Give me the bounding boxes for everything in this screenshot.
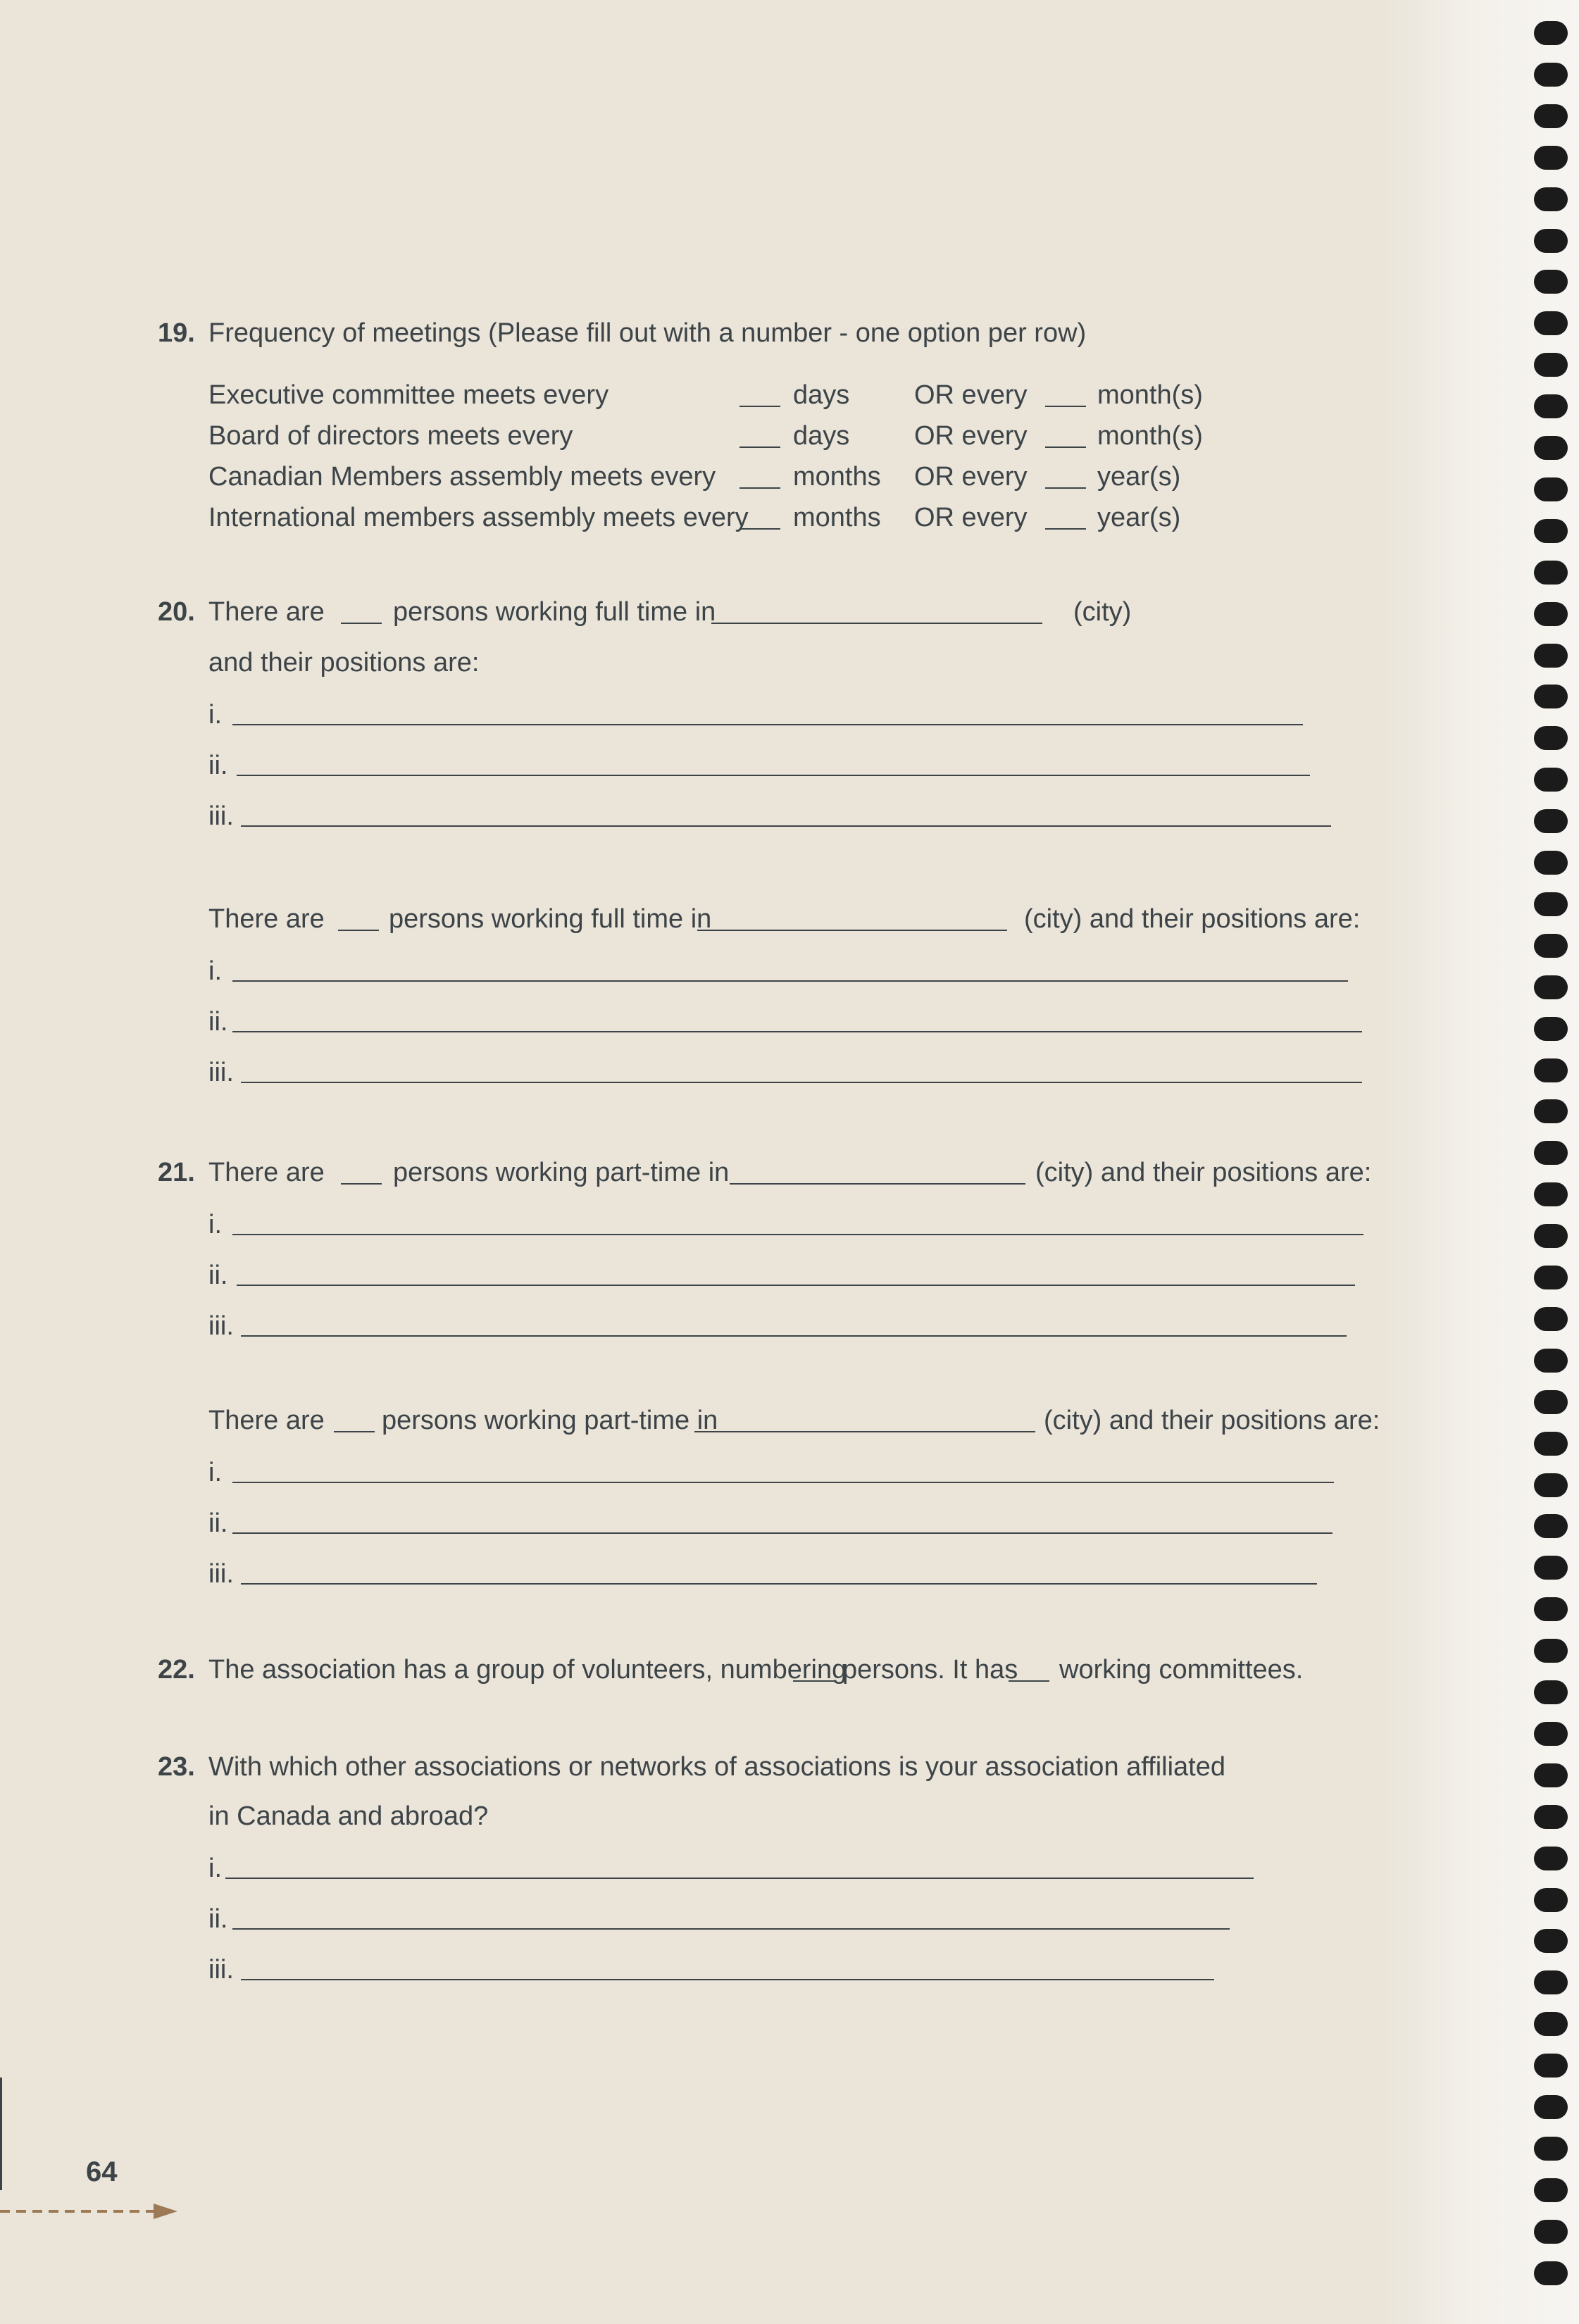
binding-hole [1534, 2054, 1568, 2078]
position-label-iii: iii. [208, 1311, 234, 1341]
binding-hole [1534, 768, 1568, 792]
staff-count-prefix: There are [208, 597, 325, 627]
position-field-ii[interactable] [237, 1285, 1355, 1286]
position-field-iii[interactable] [241, 825, 1331, 827]
binding-hole [1534, 1307, 1568, 1331]
volunteers-count-field[interactable] [793, 1680, 834, 1682]
binding-hole [1534, 1141, 1568, 1165]
position-field-i[interactable] [232, 724, 1303, 725]
affiliation-field-iii[interactable] [241, 1979, 1214, 1980]
days-blank-field[interactable] [739, 406, 780, 407]
question-number-20: 20. [158, 597, 195, 627]
binding-hole [1534, 1182, 1568, 1206]
meeting-row-unit2: month(s) [1097, 380, 1203, 410]
persons-count-field[interactable] [334, 1431, 375, 1432]
question-number-21: 21. [158, 1158, 195, 1187]
page-number: 64 [86, 2156, 118, 2187]
binding-hole [1534, 1266, 1568, 1289]
position-label-iii: iii. [208, 1559, 234, 1589]
binding-hole [1534, 975, 1568, 999]
binding-hole [1534, 2012, 1568, 2036]
question-23-text-cont: in Canada and abroad? [208, 1801, 489, 1831]
position-field-iii[interactable] [241, 1583, 1317, 1585]
binding-hole [1534, 353, 1568, 377]
city-field[interactable] [711, 623, 1042, 624]
binding-hole [1534, 2261, 1568, 2285]
position-field-ii[interactable] [232, 1532, 1333, 1534]
question-23-text: With which other associations or networks of associations is your association affiliated [208, 1752, 1225, 1782]
staff-count-prefix: There are [208, 904, 325, 934]
months-blank-field[interactable] [1045, 406, 1086, 407]
city-suffix: (city) and their positions are: [1035, 1158, 1372, 1187]
binding-hole [1534, 436, 1568, 460]
position-label-iii: iii. [208, 1058, 234, 1087]
binding-hole [1534, 1847, 1568, 1870]
meeting-row-or: OR every [914, 421, 1028, 451]
binding-hole [1534, 229, 1568, 253]
persons-count-field[interactable] [341, 1183, 382, 1185]
meeting-row-unit1: months [793, 462, 881, 492]
binding-hole [1534, 1722, 1568, 1746]
binding-hole [1534, 2178, 1568, 2202]
question-number-19: 19. [158, 318, 195, 348]
staff-count-middle: persons working part-time in [393, 1158, 730, 1187]
binding-hole [1534, 1763, 1568, 1787]
binding-hole [1534, 104, 1568, 128]
position-label-i: i. [208, 956, 222, 986]
position-field-ii[interactable] [232, 1031, 1362, 1032]
binding-hole [1534, 1473, 1568, 1497]
city-suffix: (city) and their positions are: [1044, 1406, 1380, 1435]
meeting-row-unit2: year(s) [1097, 503, 1181, 532]
binding-hole [1534, 2095, 1568, 2119]
binding-hole [1534, 892, 1568, 916]
binding-hole [1534, 1556, 1568, 1580]
staff-count-prefix: There are [208, 1158, 325, 1187]
meeting-row-or: OR every [914, 462, 1028, 492]
affiliation-field-ii[interactable] [232, 1928, 1230, 1930]
affiliation-label-i: i. [208, 1854, 222, 1883]
months-blank-field[interactable] [739, 528, 780, 530]
committees-text: working committees. [1059, 1655, 1304, 1685]
meeting-row-unit1: days [793, 421, 850, 451]
meeting-row-label: Canadian Members assembly meets every [208, 462, 716, 492]
position-label-i: i. [208, 1210, 222, 1239]
committees-count-field[interactable] [1009, 1680, 1049, 1682]
position-label-ii: ii. [208, 751, 228, 780]
binding-hole [1534, 1058, 1568, 1082]
position-field-iii[interactable] [241, 1082, 1362, 1083]
binding-hole [1534, 1017, 1568, 1041]
binding-hole [1534, 685, 1568, 708]
city-suffix: (city) [1073, 597, 1132, 627]
binding-hole [1534, 1970, 1568, 1994]
staff-count-prefix: There are [208, 1406, 325, 1435]
meeting-row-unit1: months [793, 503, 881, 532]
position-field-iii[interactable] [241, 1335, 1347, 1337]
meeting-row-label: Board of directors meets every [208, 421, 573, 451]
binding-hole [1534, 21, 1568, 45]
binding-hole [1534, 519, 1568, 543]
city-field[interactable] [730, 1183, 1025, 1185]
binding-hole [1534, 2137, 1568, 2161]
meeting-row-or: OR every [914, 503, 1028, 532]
binding-hole [1534, 561, 1568, 585]
position-label-iii: iii. [208, 801, 234, 831]
meeting-row-unit2: month(s) [1097, 421, 1203, 451]
binding-hole [1534, 1888, 1568, 1912]
city-field[interactable] [697, 930, 1007, 931]
binding-hole [1534, 1349, 1568, 1373]
position-field-ii[interactable] [237, 775, 1310, 776]
binding-hole [1534, 270, 1568, 294]
binding-hole [1534, 1639, 1568, 1663]
position-field-i[interactable] [232, 1234, 1363, 1235]
position-label-ii: ii. [208, 1261, 228, 1290]
binding-hole [1534, 602, 1568, 626]
binding-hole [1534, 1680, 1568, 1704]
binding-hole [1534, 1099, 1568, 1123]
binding-hole [1534, 934, 1568, 958]
position-label-ii: ii. [208, 1007, 228, 1037]
persons-text: persons. It has [842, 1655, 1018, 1685]
binding-hole [1534, 1805, 1568, 1829]
binding-hole [1534, 851, 1568, 875]
binding-hole [1534, 311, 1568, 335]
years-blank-field[interactable] [1045, 487, 1086, 489]
city-suffix: (city) and their positions are: [1024, 904, 1361, 934]
binding-hole [1534, 146, 1568, 170]
meeting-row-or: OR every [914, 380, 1028, 410]
binding-hole [1534, 1390, 1568, 1414]
binding-hole [1534, 63, 1568, 87]
position-label-i: i. [208, 700, 222, 730]
days-blank-field[interactable] [739, 446, 780, 448]
staff-count-middle: persons working part-time in [382, 1406, 718, 1435]
binding-hole [1534, 644, 1568, 668]
position-label-i: i. [208, 1458, 222, 1487]
binding-hole [1534, 477, 1568, 501]
position-field-i[interactable] [232, 1482, 1334, 1483]
position-label-ii: ii. [208, 1508, 228, 1538]
affiliation-field-i[interactable] [225, 1878, 1254, 1879]
binding-hole [1534, 2220, 1568, 2244]
affiliation-label-iii: iii. [208, 1955, 234, 1985]
staff-count-middle: persons working full time in [393, 597, 716, 627]
meeting-row-label: International members assembly meets every [208, 503, 749, 532]
affiliation-label-ii: ii. [208, 1904, 228, 1934]
question-number-22: 22. [158, 1655, 195, 1685]
binding-hole [1534, 809, 1568, 833]
question-number-23: 23. [158, 1752, 195, 1782]
dashed-arrow-icon [0, 2201, 183, 2222]
positions-intro: and their positions are: [208, 648, 480, 677]
binding-hole [1534, 394, 1568, 418]
spiral-binding [1534, 21, 1568, 2317]
binding-hole [1534, 187, 1568, 211]
city-field[interactable] [694, 1431, 1035, 1432]
volunteers-text: The association has a group of volunteers, numbering [208, 1655, 847, 1685]
binding-hole [1534, 1597, 1568, 1621]
binding-hole [1534, 1929, 1568, 1953]
months-blank-field[interactable] [739, 487, 780, 489]
meeting-row-label: Executive committee meets every [208, 380, 609, 410]
months-blank-field[interactable] [1045, 446, 1086, 448]
binding-hole [1534, 726, 1568, 750]
question-19-title: Frequency of meetings (Please fill out with a number - one option per row) [208, 318, 1087, 348]
meeting-row-unit1: days [793, 380, 850, 410]
years-blank-field[interactable] [1045, 528, 1086, 530]
persons-count-field[interactable] [338, 930, 379, 931]
binding-hole [1534, 1224, 1568, 1248]
staff-count-middle: persons working full time in [389, 904, 712, 934]
persons-count-field[interactable] [341, 623, 382, 624]
binding-hole [1534, 1514, 1568, 1538]
binding-hole [1534, 1432, 1568, 1456]
position-field-i[interactable] [232, 980, 1348, 982]
left-margin-rule [0, 2078, 2, 2190]
meeting-row-unit2: year(s) [1097, 462, 1181, 492]
